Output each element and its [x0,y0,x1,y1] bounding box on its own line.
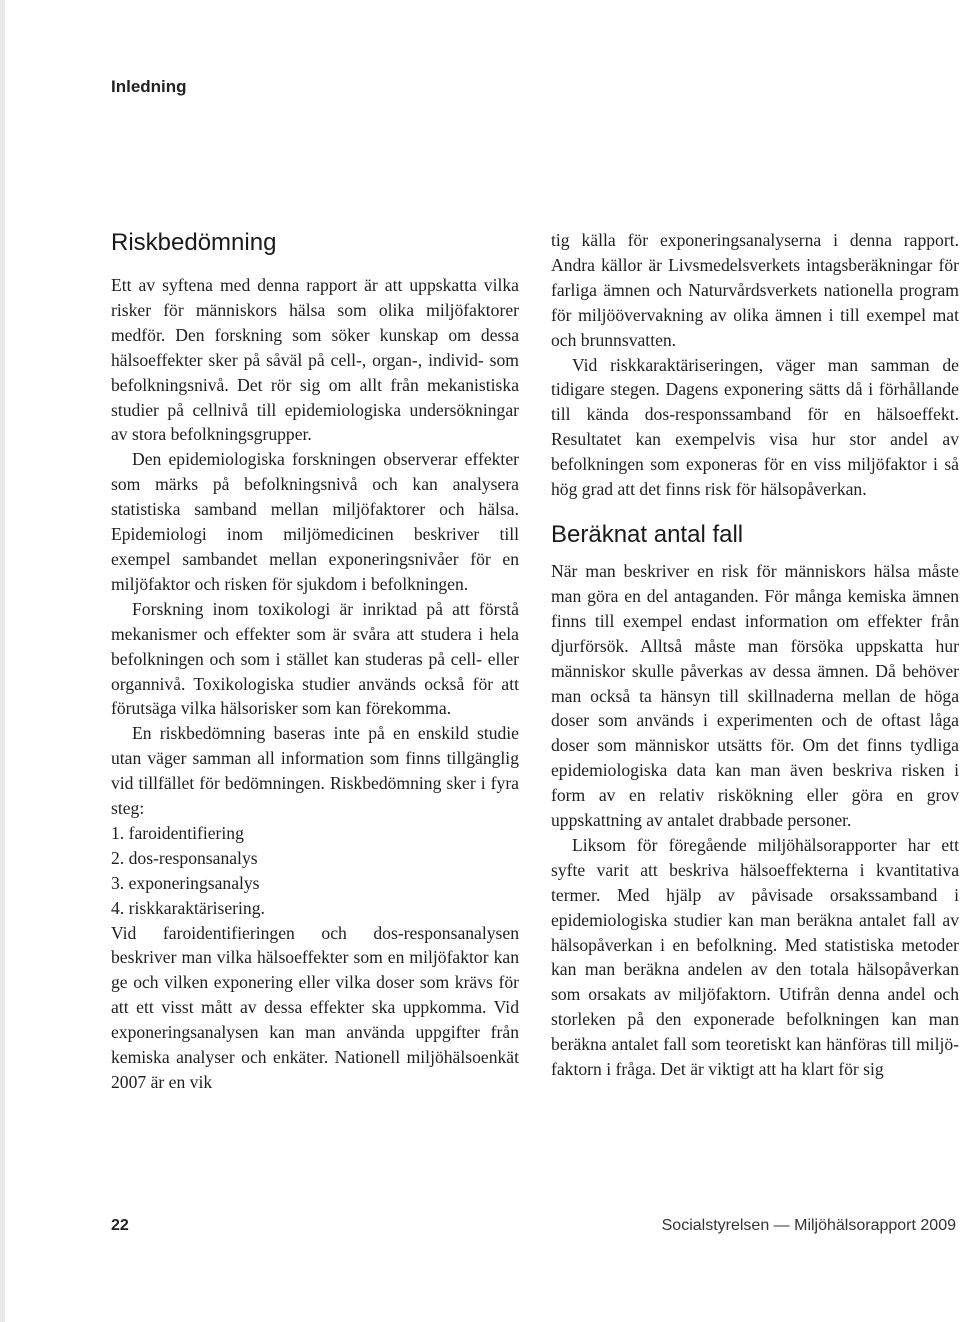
paragraph: Den epidemiologiska forskningen observerar effekter som märks på befolkningsnivå och kan analysera statistiska samband mellan miljöfaktorer och hälsa. Epidemiologi inom miljömedicinen beskriver till exempel sambandet mellan exponeringsnivåer för en miljöfaktor och risken för sjukdom i befolkningen. [111,449,519,594]
paragraph: tig källa för exponeringsanalyserna i denna rapport. Andra källor är Livsmedelsverkets intagsberäkningar för farliga ämnen och Naturvårdsverkets nationella program för miljöövervakning av olika ämnen i till exempel mat och brunnsvatten. [551,230,959,350]
page-edge-rule [0,0,5,1322]
paragraph: Ett av syftena med denna rapport är att uppskatta vilka risker för människors hälsa som olika miljöfaktorer medför. Den forskning som söker kunskap om dessa hälsoeffekter sker på såväl på cell-, organ-, individ- som befolkningsnivå. Det rör sig om allt från mekanistiska studier på cellnivå till epidemiologiska undersökningar av stora befolkningsgrupper. [111,275,519,445]
paragraph: Liksom för föregående miljöhälsorapporter har ett syfte varit att beskriva hälsoeffekterna i kvantitativa termer. Med hjälp av påvisade orsakssamband i epidemiologiska studier kan man beräkna antalet fall av hälsopåverkan i en befolkning. Med statistiska metoder kan man beräkna andelen av den totala hälsopåverkan som orsakats av miljöfaktorn. Utifrån denna andel och storleken på den exponerade befolkningen kan man beräkna antalet fall som teoretiskt kan hänföras till miljöfaktorn i fråga. Det är viktigt att ha klart för sig [551,834,959,1080]
paragraph: Forskning inom toxikologi är inriktad på att förstå mekanismer och effekter som är svåra att studera i hela befolkningen och som i stället kan studeras på cell- eller organnivå. Toxikologiska studier används också för att förutsäga vilka hälsorisker som kan förekomma. [111,598,519,719]
step-item: 3. exponeringsanalys [111,872,260,893]
heading-beraknat-antal-fall: Beräknat antal fall [551,520,744,548]
step-item: 2. dos-responsanalys [111,847,258,868]
steps-list [111,821,519,921]
left-column [111,228,519,1095]
paragraph: Vid faroidentifieringen och dos-responsanalysen beskriver man vilka hälsoeffekter som en miljöfaktor kan ge och vilken exponering eller vilka doser som krävs för att ett visst mått av dessa effekter ska uppkomma. Vid exponeringsanalysen kan man använda uppgifter från kemiska analyser och enkäter. Nationell miljöhälsoenkät 2007 är en vik [111,922,519,1092]
page-number: 22 [111,1217,129,1234]
step-item: 4. riskkaraktärisering. [111,897,265,918]
paragraph: En riskbedömning baseras inte på en enskild studie utan väger samman all information som finns tillgänglig vid tillfället för bedömningen. Riskbedömning sker i fyra steg: [111,723,519,819]
section-label: Inledning [111,77,187,96]
paragraph: När man beskriver en risk för människors hälsa måste man göra en del antaganden. För många kemiska ämnen finns till exempel endast information om effekter från djurförsök. Alltså måste man försöka uppskatta hur människor skulle påverkas av dessa ämnen. Då behöver man också ta hänsyn till skillnaderna mellan de höga doser som används i experimenten och de oftast låga doser som människor utsätts för. Om det finns tydliga epidemiologiska data kan man även beskriva risken i form av en relativ riskökning eller göra en grov uppskattning av antalet drabbade personer. [551,560,959,831]
heading-riskbedomning: Riskbedömning [111,229,277,256]
step-item: 1. faroidentifiering [111,822,244,843]
footer-source: Socialstyrelsen — Miljöhälsorapport 2009 [661,1217,956,1234]
right-column [551,228,959,1082]
paragraph: Vid riskkaraktäriseringen, väger man samman de tidigare stegen. Dagens exponering sätts då i förhållande till kända dos-responssamband för en hälsoeffekt. Resultatet kan exempelvis visa hur stor andel av befolkningen som exponeras för en viss miljöfaktor i så hög grad att det finns risk för hälsopåverkan. [551,354,959,500]
